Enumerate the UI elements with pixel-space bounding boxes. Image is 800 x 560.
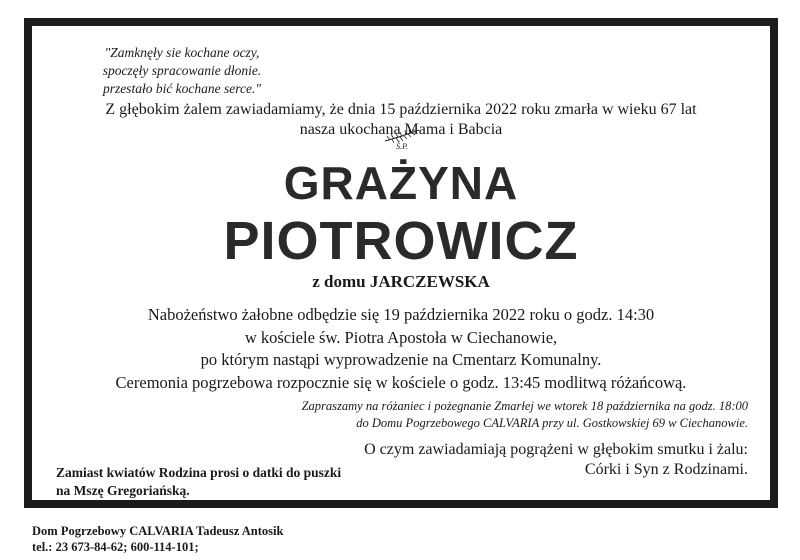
obituary-card: [32, 26, 770, 500]
invitation-line: Zapraszamy na różaniec i pożegnanie Zmarłej we wtorek 18 października na godz. 18:00: [301, 399, 748, 413]
funeral-service-details: [32, 304, 770, 394]
mourners-notice: O czym zawiadamiają pogrążeni w głębokim smutku i żalu:: [364, 441, 748, 458]
rosary-invitation: [152, 398, 772, 432]
request-line: Zamiast kwiatów Rodzina prosi o datki do puszki: [56, 465, 342, 480]
funeral-home-name: Dom Pogrzebowy CALVARIA Tadeusz Antosik: [32, 524, 284, 538]
service-line: po którym nastąpi wyprowadzenie na Cmentarz Komunalny.: [200, 350, 602, 369]
family-signature: Córki i Syn z Rodzinami.: [584, 461, 748, 478]
announcement-line: Z głębokim żalem zawiadamiamy, że dnia 15 października 2022 roku zmarła w wieku 67 lat: [105, 101, 697, 118]
request-line: na Mszę Gregoriańską.: [56, 483, 190, 498]
deceased-first-name: GRAŻYNA: [283, 157, 519, 209]
quote-line: spoczęły spracowanie dłonie.: [102, 63, 262, 78]
quote-line: przestało bić kochane serce.": [102, 81, 262, 96]
funeral-home-footer: [32, 523, 532, 555]
deceased-last-name: PIOTROWICZ: [223, 211, 579, 271]
funeral-home-phone: tel.: 23 673-84-62; 600-114-101;: [32, 540, 199, 554]
donation-request: [56, 464, 456, 500]
initials-sp: Ś.P.: [396, 142, 408, 151]
quote-line: "Zamknęły sie kochane oczy,: [104, 45, 260, 60]
memorial-quote: [32, 44, 332, 98]
service-line: Ceremonia pogrzebowa rozpocznie się w kościele o godz. 13:45 modlitwą różańcową.: [115, 372, 687, 392]
invitation-line: do Domu Pogrzebowego CALVARIA przy ul. Gostkowskiej 69 w Ciechanowie.: [356, 416, 748, 430]
maiden-name: z domu JARCZEWSKA: [312, 272, 490, 291]
announcement-line: nasza ukochana Mama i Babcia: [299, 121, 503, 138]
service-line: Nabożeństwo żałobne odbędzie się 19 października 2022 roku o godz. 14:30: [147, 305, 655, 324]
service-line: w kościele św. Piotra Apostoła w Ciechanowie,: [244, 327, 558, 347]
